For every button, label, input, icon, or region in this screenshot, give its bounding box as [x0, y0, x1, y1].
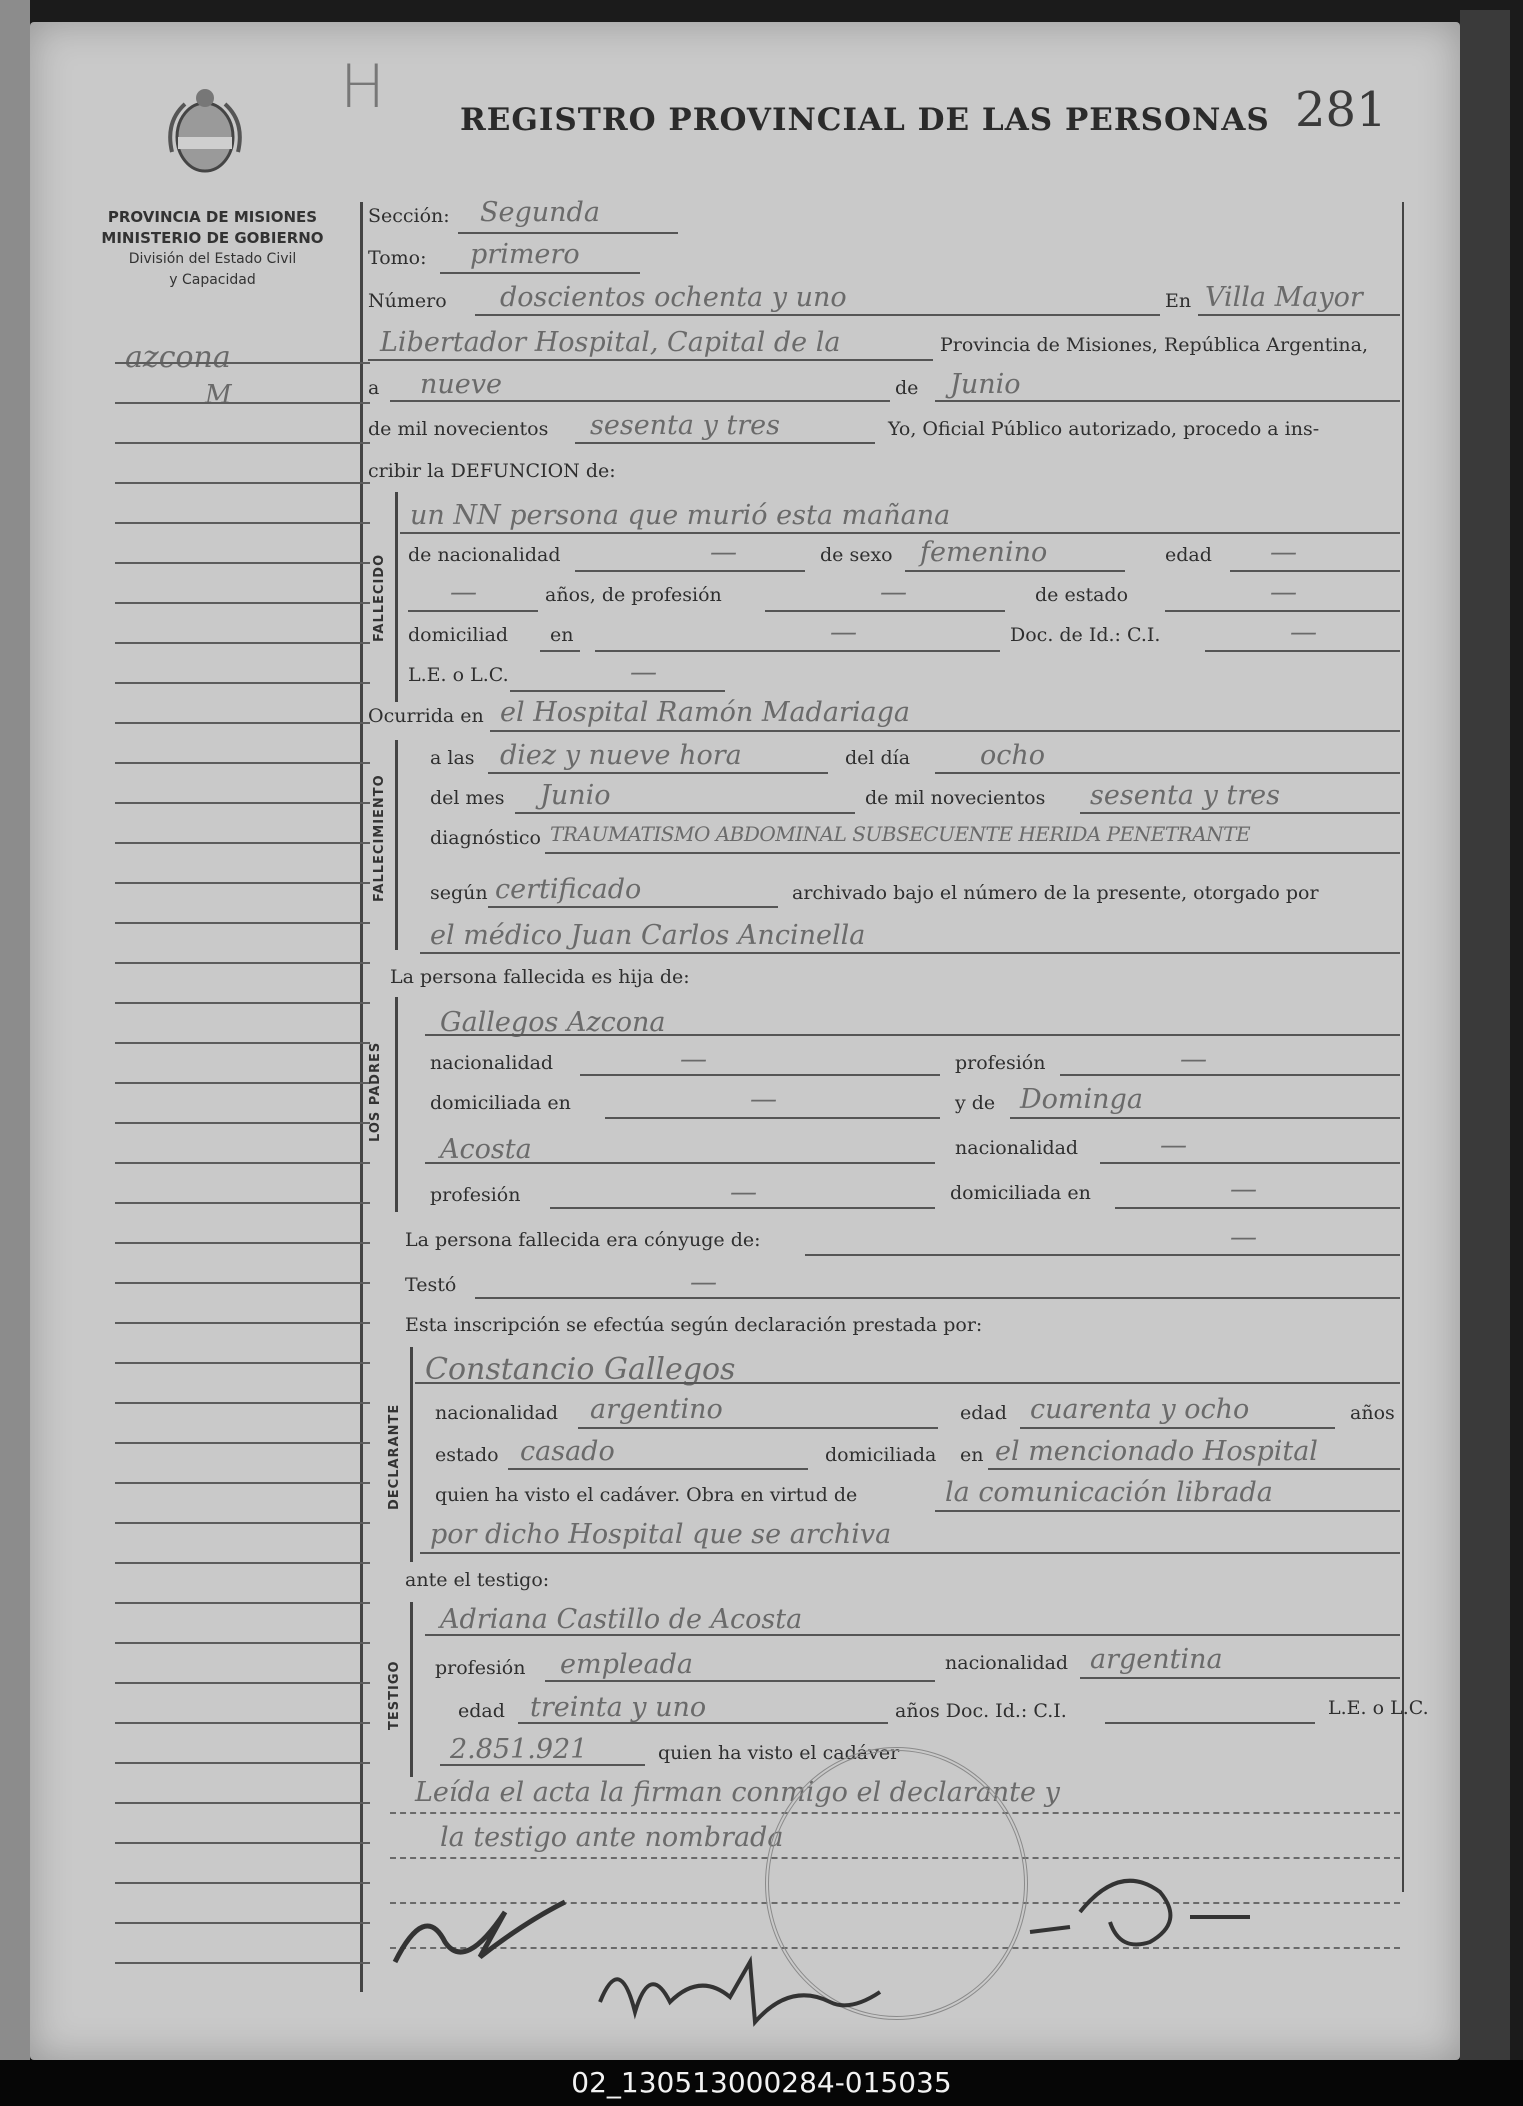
- margin-rule: [115, 1442, 370, 1444]
- ocurrida-label: Ocurrida en: [368, 705, 484, 727]
- form-rule: [988, 1468, 1400, 1470]
- madre-profesion-value: —: [730, 1177, 757, 1208]
- image-code-footer: 02_130513000284-015035: [0, 2060, 1523, 2106]
- madre-domicilio-label: domiciliada en: [950, 1182, 1091, 1204]
- edad-value: —: [1270, 537, 1297, 568]
- margin-rule: [115, 1482, 370, 1484]
- register-page: [30, 22, 1460, 2060]
- margin-rule: [115, 962, 370, 964]
- madre-domicilio-value: —: [1230, 1174, 1257, 1205]
- section-bracket: [395, 997, 398, 1212]
- officer-signature: [1010, 1842, 1260, 1962]
- closing-line-2: la testigo ante nombrada: [440, 1822, 784, 1853]
- madre-nacionalidad-value: —: [1160, 1130, 1187, 1161]
- margin-rule: [115, 882, 370, 884]
- adjacent-page-edge: [0, 0, 30, 2060]
- testigo-name: Adriana Castillo de Acosta: [440, 1604, 803, 1635]
- form-rule: [545, 852, 1400, 854]
- section-bracket: [410, 1347, 413, 1562]
- form-rule: [1020, 1427, 1335, 1429]
- testigo-le-label: L.E. o L.C.: [1328, 1697, 1429, 1719]
- madre-apellido: Acosta: [440, 1134, 532, 1165]
- form-rule: [420, 952, 1400, 954]
- officer-text: Yo, Oficial Público autorizado, procedo a ins-: [888, 418, 1320, 440]
- margin-rule: [115, 1242, 370, 1244]
- margin-rule: [115, 1562, 370, 1564]
- domicilio-label: domiciliad: [408, 624, 509, 646]
- folio-number: 281: [1295, 82, 1387, 138]
- segun-value: certificado: [495, 874, 642, 905]
- margin-rule: [115, 1362, 370, 1364]
- padre-profesion-value: —: [1180, 1044, 1207, 1075]
- padre-nacionalidad-value: —: [680, 1044, 707, 1075]
- mes-label: del mes: [430, 787, 505, 809]
- testigo-nacionalidad-label: nacionalidad: [945, 1652, 1069, 1674]
- form-rule: [488, 772, 828, 774]
- form-rule: [575, 570, 805, 572]
- form-rule: [1205, 650, 1400, 652]
- issuer-block: [70, 207, 355, 291]
- declarante-edad-value: cuarenta y ocho: [1030, 1394, 1250, 1425]
- form-rule: [425, 1034, 1400, 1036]
- form-rule: [935, 772, 1400, 774]
- padres-section-label: LOS PADRES: [368, 1041, 383, 1142]
- form-rule: [425, 1634, 1400, 1636]
- margin-rule: [115, 1042, 370, 1044]
- fallecido-section-label: FALLECIDO: [372, 553, 387, 642]
- padre-nacionalidad-label: nacionalidad: [430, 1052, 554, 1074]
- margin-rule: [115, 402, 370, 404]
- form-rule: [475, 314, 1160, 316]
- form-rule: [595, 650, 1000, 652]
- page-title: REGISTRO PROVINCIAL DE LAS PERSONAS: [460, 102, 1270, 138]
- margin-rule: [115, 362, 370, 364]
- margin-rule: [115, 442, 370, 444]
- form-rule: [1080, 812, 1400, 814]
- form-rule: [578, 1427, 938, 1429]
- issuer-line-4: y Capacidad: [169, 272, 256, 288]
- margin-rule: [115, 1642, 370, 1644]
- inscribe-text: cribir la DEFUNCION de:: [368, 460, 616, 482]
- padre-profesion-label: profesión: [955, 1052, 1046, 1074]
- form-rule: [1100, 1162, 1400, 1164]
- form-rule: [935, 400, 1400, 402]
- segun-label: según: [430, 882, 488, 904]
- margin-rule: [115, 602, 370, 604]
- madre-value: Dominga: [1020, 1084, 1143, 1115]
- form-rule: [390, 400, 890, 402]
- padre-domicilio-label: domiciliada en: [430, 1092, 571, 1114]
- form-rule: [458, 232, 678, 234]
- testigo-nacionalidad-value: argentina: [1090, 1644, 1223, 1675]
- form-rule: [425, 1162, 935, 1164]
- margin-rule: [115, 1802, 370, 1804]
- form-rule: [488, 906, 778, 908]
- margin-rule: [115, 682, 370, 684]
- doc-value: —: [1290, 617, 1317, 648]
- margin-rule: [115, 642, 370, 644]
- form-rule: [540, 650, 580, 652]
- declarante-edad-label: edad: [960, 1402, 1007, 1424]
- testigo-profesion-value: empleada: [560, 1649, 693, 1680]
- anos-profesion-label: años, de profesión: [545, 584, 722, 606]
- dia-label: del día: [845, 747, 911, 769]
- anio-label: de mil novecientos: [865, 787, 1046, 809]
- fallecido-nacionalidad-label: de nacionalidad: [408, 544, 561, 566]
- margin-rule: [115, 1602, 370, 1604]
- medico-value: el médico Juan Carlos Ancinella: [430, 920, 866, 951]
- padre-value: Gallegos Azcona: [440, 1007, 666, 1038]
- conyuge-label: La persona fallecida era cónyuge de:: [405, 1229, 761, 1251]
- margin-rule: [115, 1082, 370, 1084]
- year-value: sesenta y tres: [590, 410, 781, 441]
- declarante-nacionalidad-label: nacionalidad: [435, 1402, 559, 1424]
- diagnostico-label: diagnóstico: [430, 827, 541, 849]
- en-value: Villa Mayor: [1205, 282, 1363, 313]
- form-rule: [1105, 1722, 1315, 1724]
- form-rule: [420, 1552, 1400, 1554]
- margin-rule: [115, 1922, 370, 1924]
- a-las-value: diez y nueve hora: [500, 740, 742, 771]
- virtud-value-2: por dicho Hospital que se archiva: [430, 1519, 892, 1550]
- margin-rule: [115, 1842, 370, 1844]
- a-value: nueve: [420, 369, 502, 400]
- testigo-edad-label: edad: [458, 1700, 505, 1722]
- issuer-line-1: PROVINCIA DE MISIONES: [107, 208, 318, 226]
- pencil-mark: H: [340, 52, 386, 122]
- margin-rule: [115, 922, 370, 924]
- anos-value: —: [450, 577, 477, 608]
- margin-rule: [115, 1122, 370, 1124]
- year-label: de mil novecientos: [368, 418, 549, 440]
- fallecimiento-section-label: FALLECIMIENTO: [372, 774, 387, 902]
- issuer-line-2: MINISTERIO DE GOBIERNO: [101, 229, 324, 247]
- form-rule: [575, 442, 875, 444]
- testigo-section-label: TESTIGO: [387, 1660, 402, 1730]
- margin-rule: [115, 482, 370, 484]
- form-rule: [1060, 1074, 1400, 1076]
- margin-rule: [115, 1762, 370, 1764]
- form-rule: [550, 1207, 935, 1209]
- seccion-value: Segunda: [480, 197, 600, 228]
- testo-label: Testó: [405, 1274, 457, 1296]
- domicilio-value: —: [830, 617, 857, 648]
- deceased-name: un NN persona que murió esta mañana: [410, 500, 951, 531]
- form-rule: [1230, 570, 1400, 572]
- fallecido-nacionalidad-value: —: [710, 537, 737, 568]
- place-value: Libertador Hospital, Capital de la: [380, 327, 841, 358]
- form-rule: [415, 1382, 1400, 1384]
- form-rule: [805, 1254, 1400, 1256]
- de-label: de: [895, 377, 919, 399]
- madre-profesion-label: profesión: [430, 1184, 521, 1206]
- testigo-edad-value: treinta y uno: [530, 1692, 707, 1723]
- margin-rule: [115, 1722, 370, 1724]
- margin-rule: [115, 562, 370, 564]
- margin-number: M: [205, 380, 232, 410]
- province-text: Provincia de Misiones, República Argentina,: [940, 334, 1369, 356]
- margin-rule: [115, 1282, 370, 1284]
- madre-nacionalidad-label: nacionalidad: [955, 1137, 1079, 1159]
- edad-label: edad: [1165, 544, 1212, 566]
- margin-rule: [115, 1962, 370, 1964]
- margin-rule: [115, 1202, 370, 1204]
- issuer-line-3: División del Estado Civil: [128, 251, 297, 267]
- y-de-label: y de: [955, 1092, 996, 1114]
- testigo-profesion-label: profesión: [435, 1657, 526, 1679]
- declarante-domicilio-value: el mencionado Hospital: [995, 1436, 1318, 1467]
- a-label: a: [368, 377, 380, 399]
- testigo-intro: ante el testigo:: [405, 1569, 550, 1591]
- sexo-value: femenino: [920, 537, 1048, 568]
- form-rule: [490, 730, 1400, 732]
- closing-line-1: Leída el acta la firman conmigo el declarante y: [415, 1777, 1060, 1808]
- form-rule: [935, 1510, 1400, 1512]
- form-rule: [440, 1764, 645, 1766]
- declarant-signature: [385, 1882, 585, 1982]
- form-rule: [905, 570, 1125, 572]
- testigo-visto-text: quien ha visto el cadáver: [658, 1742, 900, 1764]
- declarante-section-label: DECLARANTE: [387, 1403, 402, 1510]
- virtud-value: la comunicación librada: [945, 1477, 1273, 1508]
- en-label: En: [1165, 290, 1192, 312]
- domicilio-en-label: en: [550, 624, 574, 646]
- margin-rule: [115, 1162, 370, 1164]
- margin-rule: [115, 1002, 370, 1004]
- numero-value: doscientos ochenta y uno: [500, 282, 847, 313]
- form-rule: [580, 1074, 940, 1076]
- declarante-estado-value: casado: [520, 1436, 615, 1467]
- section-bracket: [410, 1602, 413, 1777]
- diagnostico-value: TRAUMATISMO ABDOMINAL SUBSECUENTE HERIDA PENETRANTE: [550, 822, 1251, 846]
- declarante-name: Constancio Gallegos: [425, 1352, 736, 1387]
- sexo-label: de sexo: [820, 544, 893, 566]
- margin-rule: [115, 1522, 370, 1524]
- witness-signature: [590, 1942, 890, 2042]
- de-value: Junio: [950, 369, 1021, 400]
- padre-domicilio-value: —: [750, 1084, 777, 1115]
- visto-text: quien ha visto el cadáver. Obra en virtud de: [435, 1484, 858, 1506]
- form-rule: [1080, 1677, 1400, 1679]
- declaracion-intro: Esta inscripción se efectúa según declaración prestada por:: [405, 1314, 983, 1336]
- margin-surname: azcona: [125, 340, 231, 375]
- book-binding-edge: [1460, 10, 1510, 2070]
- seccion-label: Sección:: [368, 205, 450, 227]
- form-rule: [440, 272, 640, 274]
- form-rule: [1115, 1207, 1400, 1209]
- form-rule: [510, 690, 725, 692]
- declarante-nacionalidad-value: argentino: [590, 1394, 723, 1425]
- form-rule: [765, 610, 1005, 612]
- le-value: —: [630, 657, 657, 688]
- testigo-doc-label: años Doc. Id.: C.I.: [895, 1700, 1067, 1722]
- form-rule: [515, 812, 855, 814]
- form-rule: [1198, 314, 1400, 316]
- fallecido-profesion-value: —: [880, 577, 907, 608]
- margin-rule: [115, 1322, 370, 1324]
- margin-rule: [115, 1882, 370, 1884]
- testo-value: —: [690, 1267, 717, 1298]
- a-las-label: a las: [430, 747, 475, 769]
- declarante-anos-label: años: [1350, 1402, 1395, 1424]
- margin-rule: [115, 762, 370, 764]
- mes-value: Junio: [540, 780, 611, 811]
- margin-rule: [115, 842, 370, 844]
- form-rule: [1010, 1117, 1400, 1119]
- declarante-estado-label: estado: [435, 1444, 499, 1466]
- ocurrida-value: el Hospital Ramón Madariaga: [500, 697, 910, 728]
- anio-value: sesenta y tres: [1090, 780, 1281, 811]
- form-rule: [1165, 610, 1400, 612]
- margin-rule: [115, 1402, 370, 1404]
- argentine-coat-of-arms-icon: [160, 82, 250, 186]
- right-rule: [1402, 202, 1404, 1892]
- dia-value: ocho: [980, 740, 1046, 771]
- estado-value: —: [1270, 577, 1297, 608]
- form-rule: [508, 1468, 808, 1470]
- form-rule: [545, 1680, 935, 1682]
- le-label: L.E. o L.C.: [408, 664, 509, 686]
- form-rule: [475, 1297, 1400, 1299]
- hija-text: La persona fallecida es hija de:: [390, 966, 690, 988]
- form-rule: [368, 359, 933, 361]
- form-rule: [408, 610, 538, 612]
- estado-label: de estado: [1035, 584, 1129, 606]
- conyuge-value: —: [1230, 1222, 1257, 1253]
- form-rule: [518, 1722, 888, 1724]
- archivado-text: archivado bajo el número de la presente, otorgado por: [792, 882, 1319, 904]
- numero-label: Número: [368, 290, 447, 312]
- margin-rule: [115, 522, 370, 524]
- tomo-value: primero: [470, 239, 580, 270]
- form-rule: [400, 532, 1400, 534]
- declarante-domiciliada-label: domiciliada: [825, 1444, 937, 1466]
- section-bracket: [395, 740, 398, 950]
- declarante-en-label: en: [960, 1444, 984, 1466]
- margin-rule: [115, 1682, 370, 1684]
- tomo-label: Tomo:: [368, 247, 427, 269]
- form-rule: [605, 1117, 940, 1119]
- testigo-le-value: 2.851.921: [450, 1734, 588, 1765]
- doc-label: Doc. de Id.: C.I.: [1010, 624, 1161, 646]
- margin-rule: [115, 802, 370, 804]
- margin-rule: [115, 722, 370, 724]
- section-bracket: [395, 492, 398, 702]
